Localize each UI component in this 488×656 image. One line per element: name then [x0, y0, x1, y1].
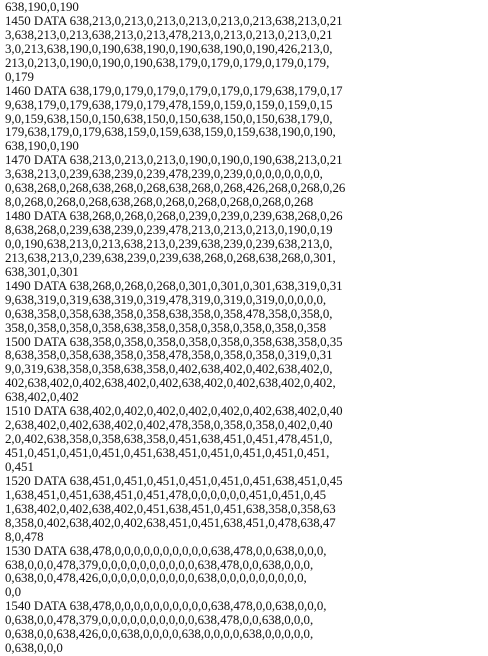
listing-line: 638,190,0,190 — [5, 139, 79, 154]
listing-line: 638,190,0,190 — [5, 0, 79, 14]
listing-line: 638,0,0,0,478,379,0,0,0,0,0,0,0,0,0,0,638,478,0,0,638,0,0,0, — [5, 557, 314, 572]
listing-line: 0,451 — [5, 459, 34, 474]
listing-line: 179,638,179,0,179,638,159,0,159,638,159,0,159,638,190,0,190, — [5, 125, 336, 140]
listing-line: 0,638,0,0,478,379,0,0,0,0,0,0,0,0,0,0,638,478,0,0,638,0,0,0, — [5, 613, 314, 628]
listing-line: 402,638,402,0,402,638,402,0,402,638,402,0,402,638,402,0,402, — [5, 376, 336, 391]
listing-line: 638,301,0,301 — [5, 264, 79, 279]
listing-line: 1450 DATA 638,213,0,213,0,213,0,213,0,213,0,213,638,213,0,21 — [5, 13, 343, 28]
listing-line: 2,0,402,638,358,0,358,638,358,0,451,638,451,0,451,478,451,0, — [5, 432, 333, 447]
listing-line: 8,0,268,0,268,0,268,638,268,0,268,0,268,0,268,0,268,0,268 — [5, 195, 314, 210]
listing-line: 0,638,0,0,0 — [5, 641, 63, 656]
listing-line: 358,0,358,0,358,0,358,638,358,0,358,0,358,0,358,0,358,0,358 — [5, 320, 327, 335]
listing-line: 9,0,159,638,150,0,150,638,150,0,150,638,150,0,150,638,179,0, — [5, 111, 333, 126]
listing-line: 1470 DATA 638,213,0,213,0,213,0,190,0,190,0,190,638,213,0,21 — [5, 153, 343, 168]
listing-line: 1,638,451,0,451,638,451,0,451,478,0,0,0,0,0,0,451,0,451,0,45 — [5, 487, 327, 502]
listing-line: 0,638,0,0,638,426,0,0,638,0,0,0,0,638,0,0,0,0,638,0,0,0,0,0, — [5, 627, 314, 642]
listing-line: 1490 DATA 638,268,0,268,0,268,0,301,0,301,0,301,638,319,0,31 — [5, 278, 343, 293]
listing-line: 0,179 — [5, 69, 34, 84]
listing-line: 451,0,451,0,451,0,451,0,451,638,451,0,451,0,451,0,451,0,451, — [5, 446, 330, 460]
listing-line: 1510 DATA 638,402,0,402,0,402,0,402,0,402,0,402,638,402,0,40 — [5, 404, 343, 419]
listing-line: 0,0 — [5, 585, 22, 600]
listing-line: 8,638,268,0,239,638,239,0,239,478,213,0,213,0,213,0,190,0,19 — [5, 223, 333, 237]
listing-line: 9,638,319,0,319,638,319,0,319,478,319,0,319,0,319,0,0,0,0,0, — [5, 292, 327, 307]
listing-line: 638,402,0,402 — [5, 390, 79, 405]
listing-line: 0,638,0,0,478,426,0,0,0,0,0,0,0,0,0,0,638,0,0,0,0,0,0,0,0,0, — [5, 571, 307, 586]
listing-line: 1520 DATA 638,451,0,451,0,451,0,451,0,451,0,451,638,451,0,45 — [5, 473, 343, 488]
listing-line: 0,0,190,638,213,0,213,638,213,0,239,638,239,0,239,638,213,0, — [5, 236, 333, 251]
listing-line: 1540 DATA 638,478,0,0,0,0,0,0,0,0,0,0,638,478,0,0,638,0,0,0, — [5, 599, 327, 614]
listing-line: 0,638,268,0,268,638,268,0,268,638,268,0,268,426,268,0,268,0,26 — [5, 181, 346, 196]
listing-line: 9,638,179,0,179,638,179,0,179,478,159,0,159,0,159,0,159,0,15 — [5, 97, 333, 112]
listing-line: 0,638,358,0,358,638,358,0,358,638,358,0,358,478,358,0,358,0, — [5, 306, 333, 321]
listing-line: 8,638,358,0,358,638,358,0,358,478,358,0,358,0,358,0,319,0,31 — [5, 348, 333, 363]
listing-line: 3,638,213,0,213,638,213,0,213,478,213,0,213,0,213,0,213,0,21 — [5, 27, 333, 42]
listing-line: 1530 DATA 638,478,0,0,0,0,0,0,0,0,0,0,638,478,0,0,638,0,0,0, — [5, 543, 327, 558]
listing-line: 8,358,0,402,638,402,0,402,638,451,0,451,638,451,0,478,638,47 — [5, 515, 336, 530]
listing-line: 3,0,213,638,190,0,190,638,190,0,190,638,190,0,190,426,213,0, — [5, 41, 333, 56]
basic-data-listing — [5, 1, 488, 656]
listing-line: 8,0,478 — [5, 529, 44, 544]
listing-line: 2,638,402,0,402,638,402,0,402,478,358,0,358,0,358,0,402,0,40 — [5, 418, 333, 433]
listing-line: 9,0,319,638,358,0,358,638,358,0,402,638,402,0,402,638,402,0, — [5, 362, 333, 377]
listing-line: 1460 DATA 638,179,0,179,0,179,0,179,0,179,0,179,638,179,0,17 — [5, 83, 343, 98]
listing-line: 213,638,213,0,239,638,239,0,239,638,268,0,268,638,268,0,301, — [5, 250, 336, 265]
listing-line: 213,0,213,0,190,0,190,0,190,638,179,0,179,0,179,0,179,0,179, — [5, 55, 330, 70]
listing-line: 1500 DATA 638,358,0,358,0,358,0,358,0,358,0,358,638,358,0,35 — [5, 334, 343, 349]
listing-line: 1,638,402,0,402,638,402,0,451,638,451,0,451,638,358,0,358,63 — [5, 501, 336, 516]
listing-line: 1480 DATA 638,268,0,268,0,268,0,239,0,239,0,239,638,268,0,26 — [5, 209, 343, 224]
listing-line: 3,638,213,0,239,638,239,0,239,478,239,0,239,0,0,0,0,0,0,0,0, — [5, 167, 323, 182]
